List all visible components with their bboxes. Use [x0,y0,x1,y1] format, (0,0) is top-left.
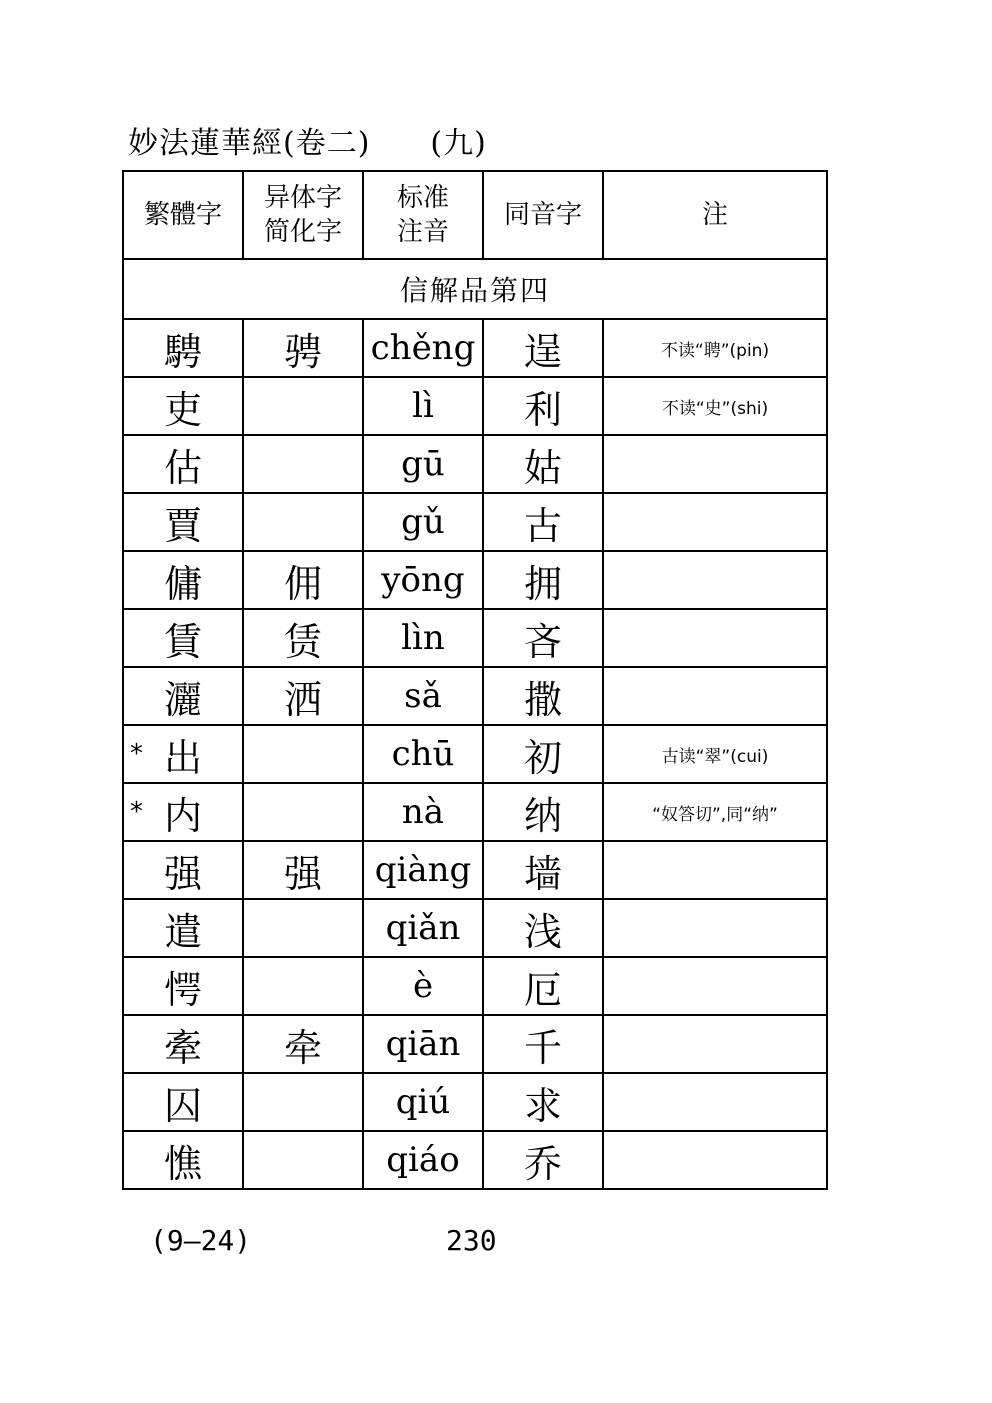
simplified-char [243,1073,363,1131]
pinyin-cell: nà [363,783,483,841]
homophone-char: 逞 [483,319,603,377]
homophone-char: 古 [483,493,603,551]
traditional-char-text: 估 [163,445,202,490]
traditional-char [123,493,243,551]
table-row [123,957,827,1015]
homophone-char: 撒 [483,667,603,725]
section-title: 信解品第四 [123,259,827,319]
homophone-char: 姑 [483,435,603,493]
homophone-char: 墙 [483,841,603,899]
pinyin-cell: sǎ [363,667,483,725]
col-header-traditional: 繁體字 [123,171,243,259]
book-title: 妙法蓮華經(卷二) [128,126,371,161]
note-cell [603,667,827,725]
table-row [123,609,827,667]
table-row [123,841,827,899]
traditional-char [123,377,243,435]
col-header-note: 注 [603,171,827,259]
traditional-char-text: 灑 [163,677,202,722]
col-header-variant-simplified: 异体字 简化字 [243,171,363,259]
simplified-char [243,899,363,957]
simplified-char: 牵 [243,1015,363,1073]
note-cell [603,609,827,667]
simplified-char: 佣 [243,551,363,609]
homophone-char: 纳 [483,783,603,841]
simplified-char: 赁 [243,609,363,667]
simplified-char: 强 [243,841,363,899]
table-row [123,435,827,493]
table-row [123,377,827,435]
asterisk-marker: * [130,739,143,769]
pinyin-cell: lì [363,377,483,435]
pinyin-cell: qiǎn [363,899,483,957]
simplified-char [243,1131,363,1189]
note-cell [603,551,827,609]
traditional-char [123,435,243,493]
traditional-char-text: 傭 [163,561,202,606]
pinyin-cell: qiān [363,1015,483,1073]
section-row [123,259,827,319]
note-cell [603,435,827,493]
pinyin-cell: chū [363,725,483,783]
table-row [123,1015,827,1073]
note-cell [603,1073,827,1131]
table-row [123,551,827,609]
pinyin-cell: yōng [363,551,483,609]
pinyin-cell: lìn [363,609,483,667]
pronunciation-table [122,170,828,1190]
table-row [123,1073,827,1131]
note-cell: 古读“翠”(cui) [603,725,827,783]
pinyin-cell: è [363,957,483,1015]
traditional-char-text: 愕 [163,967,202,1012]
note-cell [603,1015,827,1073]
homophone-char: 求 [483,1073,603,1131]
traditional-char [123,1131,243,1189]
traditional-char-text: 賈 [163,503,202,548]
homophone-char: 厄 [483,957,603,1015]
traditional-char-text: 囚 [163,1083,202,1128]
traditional-char [123,319,243,377]
header-row [123,171,827,259]
page-number: 230 [446,1224,497,1257]
col-header-standard-pronunciation: 标准 注音 [363,171,483,259]
traditional-char [123,725,243,783]
footer-code: (9—24) [150,1224,252,1257]
note-cell [603,841,827,899]
simplified-char: 洒 [243,667,363,725]
simplified-char [243,725,363,783]
simplified-char [243,957,363,1015]
traditional-char [123,1015,243,1073]
pinyin-cell: gǔ [363,493,483,551]
note-cell [603,493,827,551]
pinyin-cell: gū [363,435,483,493]
table-row [123,493,827,551]
homophone-char: 初 [483,725,603,783]
traditional-char-text: 吏 [163,387,202,432]
traditional-char [123,783,243,841]
note-cell: 不读“聘”(pin) [603,319,827,377]
volume-number: (九) [430,126,487,161]
pinyin-cell: chěng [363,319,483,377]
traditional-char [123,1073,243,1131]
traditional-char [123,667,243,725]
table-row [123,319,827,377]
note-cell [603,899,827,957]
traditional-char-text: 内 [163,793,202,838]
homophone-char: 拥 [483,551,603,609]
traditional-char-text: 憔 [163,1141,202,1186]
simplified-char [243,377,363,435]
homophone-char: 利 [483,377,603,435]
table-row [123,725,827,783]
traditional-char [123,899,243,957]
col-header-homophone: 同音字 [483,171,603,259]
traditional-char-text: 出 [163,735,202,780]
asterisk-marker: * [130,797,143,827]
simplified-char [243,493,363,551]
table-row [123,899,827,957]
traditional-char-text: 騁 [163,329,202,374]
simplified-char [243,783,363,841]
note-cell: “奴答切”,同“纳” [603,783,827,841]
traditional-char [123,957,243,1015]
traditional-char-text: 强 [163,851,202,896]
traditional-char-text: 遣 [163,909,202,954]
homophone-char: 乔 [483,1131,603,1189]
traditional-char-text: 賃 [163,619,202,664]
homophone-char: 浅 [483,899,603,957]
pinyin-cell: qiáo [363,1131,483,1189]
simplified-char: 骋 [243,319,363,377]
homophone-char: 吝 [483,609,603,667]
traditional-char [123,609,243,667]
table-row [123,1131,827,1189]
simplified-char [243,435,363,493]
page-header [128,118,487,162]
note-cell [603,1131,827,1189]
homophone-char: 千 [483,1015,603,1073]
traditional-char [123,551,243,609]
pinyin-cell: qiàng [363,841,483,899]
table-row [123,783,827,841]
pinyin-cell: qiú [363,1073,483,1131]
note-cell [603,957,827,1015]
traditional-char-text: 牽 [163,1025,202,1070]
traditional-char [123,841,243,899]
note-cell: 不读“史”(shi) [603,377,827,435]
table-row [123,667,827,725]
